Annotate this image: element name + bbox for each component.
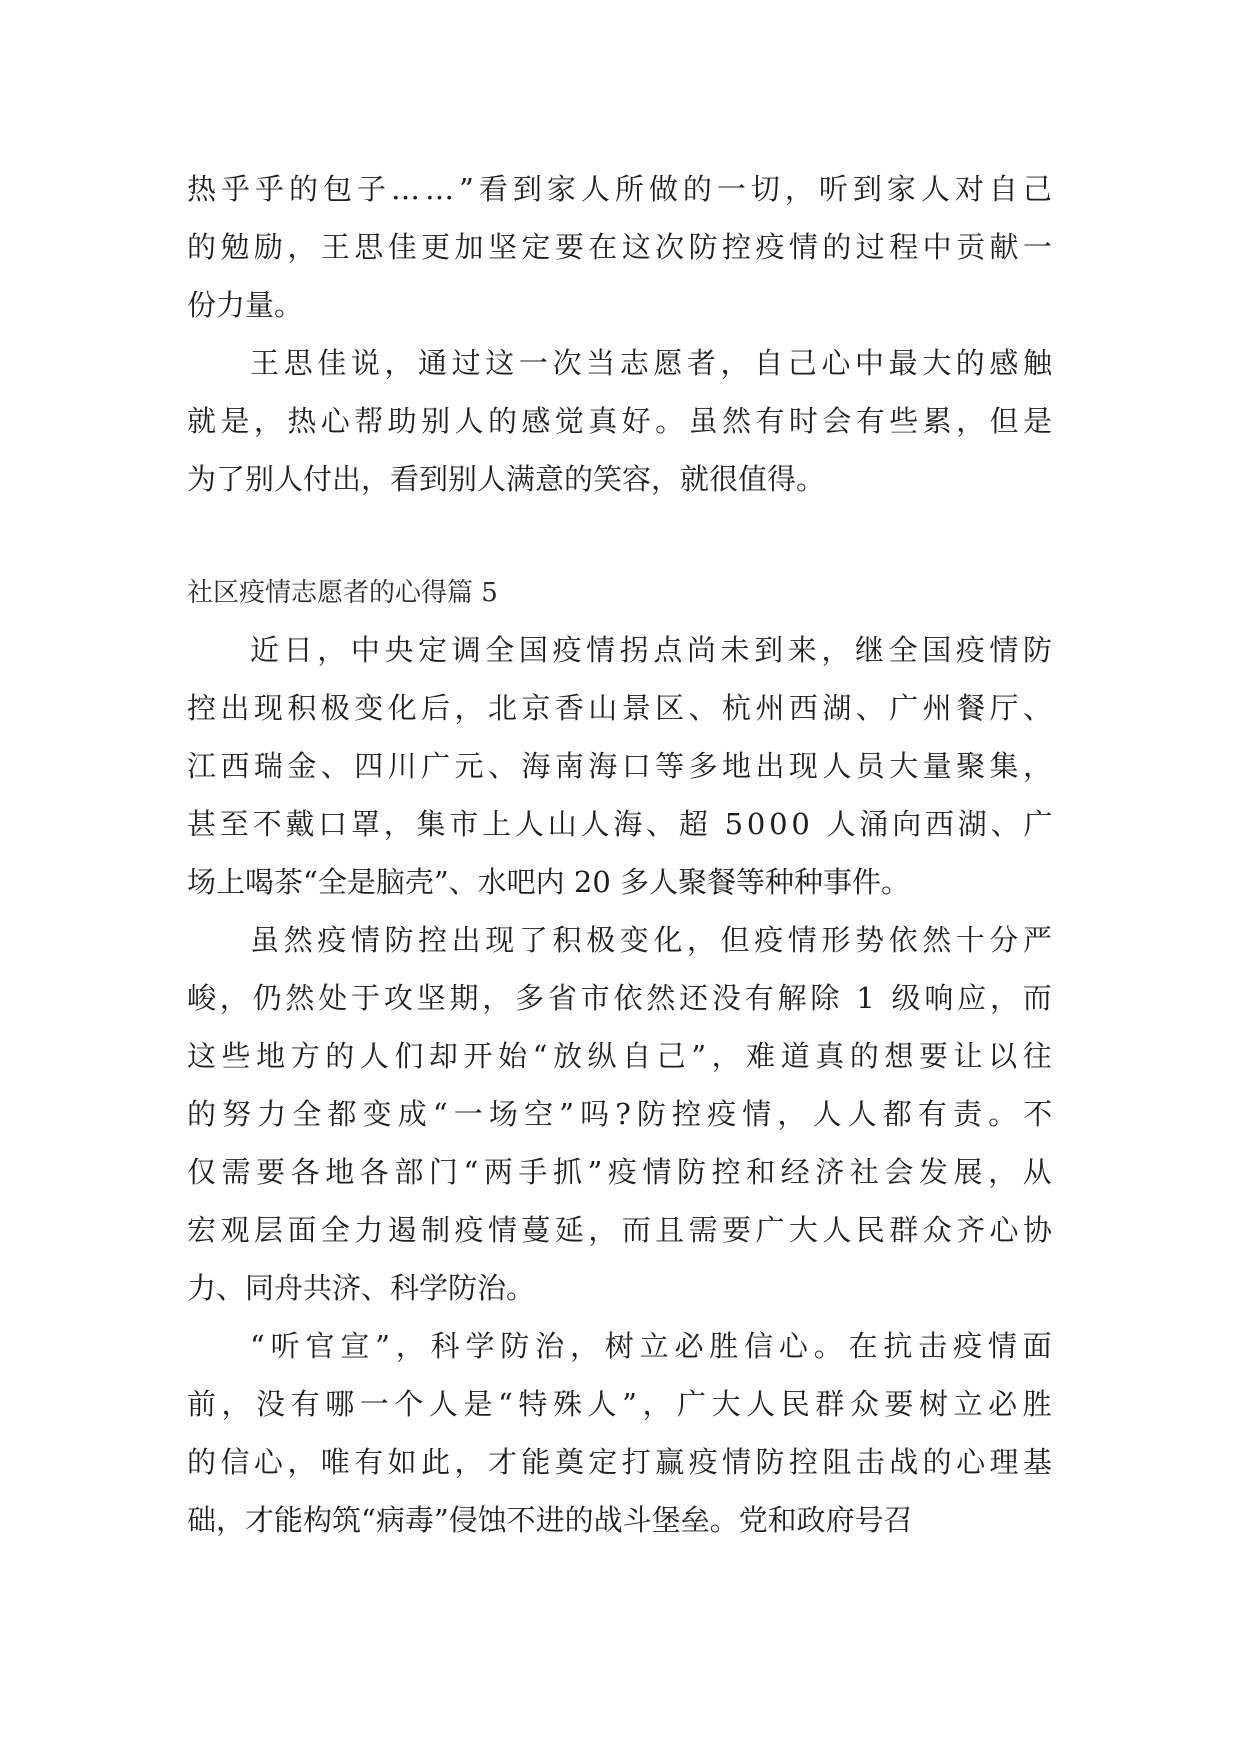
paragraph-line: 甚至不戴口罩，集市上人山人海、超 5000 人涌向西湖、广: [187, 807, 1057, 841]
paragraph-line: 力、同舟共济、科学防治。: [187, 1271, 536, 1305]
paragraph-line: 峻，仍然处于攻坚期，多省市依然还没有解除 1 级响应，而: [187, 981, 1056, 1015]
paragraph-line: “听官宣”，科学防治，树立必胜信心。在抗击疫情面: [250, 1329, 1058, 1363]
paragraph-line: 热乎乎的包子……”看到家人所做的一切，听到家人对自己: [187, 172, 1057, 206]
paragraph-line: 就是，热心帮助别人的感觉真好。虽然有时会有些累，但是: [187, 404, 1057, 438]
paragraph-line: 虽然疫情防控出现了积极变化，但疫情形势依然十分严: [250, 923, 1057, 957]
paragraph-line: 为了别人付出，看到别人满意的笑容，就很值得。: [187, 462, 826, 496]
paragraph-line: 础，才能构筑“病毒”侵蚀不进的战斗堡垒。党和政府号召: [187, 1503, 913, 1537]
paragraph-line: 份力量。: [187, 288, 304, 322]
paragraph-line: 控出现积极变化后，北京香山景区、杭州西湖、广州餐厅、: [187, 691, 1057, 725]
paragraph-line: 的努力全都变成“一场空”吗?防控疫情，人人都有责。不: [187, 1097, 1059, 1131]
paragraph-line: 的信心，唯有如此，才能奠定打赢疫情防控阻击战的心理基: [187, 1445, 1057, 1479]
paragraph-line: 江西瑞金、四川广元、海南海口等多地出现人员大量聚集，: [187, 749, 1057, 783]
paragraph-line: 近日，中央定调全国疫情拐点尚未到来，继全国疫情防: [250, 633, 1057, 667]
paragraph-line: 场上喝茶“全是脑壳”、水吧内 20 多人聚餐等种种事件。: [187, 865, 910, 899]
paragraph-line: 的勉励，王思佳更加坚定要在这次防控疫情的过程中贡献一: [187, 230, 1057, 264]
paragraph-line: 这些地方的人们却开始“放纵自己”，难道真的想要让以往: [187, 1039, 1058, 1073]
paragraph-line: 仅需要各地各部门“两手抓”疫情防控和经济社会发展，从: [187, 1155, 1058, 1189]
section-heading: 社区疫情志愿者的心得篇 5: [187, 578, 498, 608]
paragraph-line: 王思佳说，通过这一次当志愿者，自己心中最大的感触: [250, 346, 1057, 380]
paragraph-line: 宏观层面全力遏制疫情蔓延，而且需要广大人民群众齐心协: [187, 1213, 1057, 1247]
paragraph-line: 前，没有哪一个人是“特殊人”，广大人民群众要树立必胜: [187, 1387, 1058, 1421]
